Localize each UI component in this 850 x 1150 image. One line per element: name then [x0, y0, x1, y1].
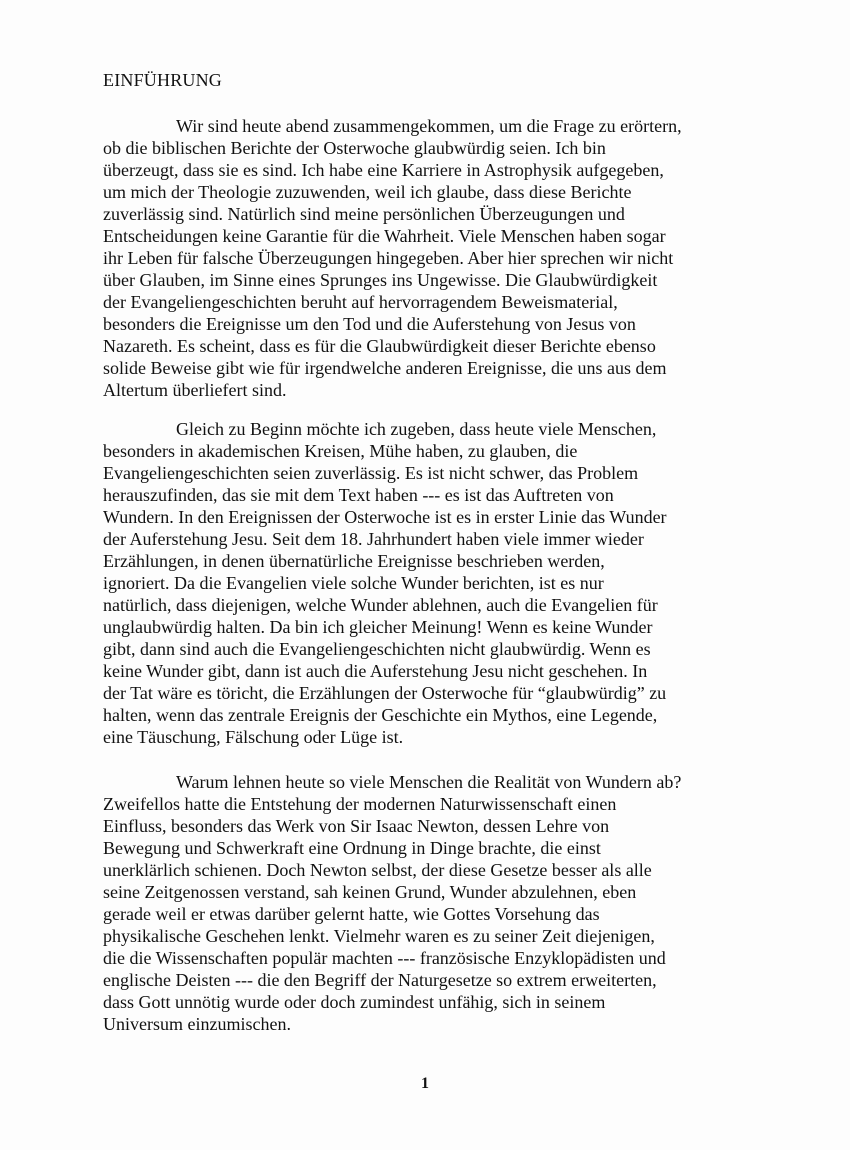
text-line: seine Zeitgenossen verstand, sah keinen Grund, Wunder abzulehnen, eben: [103, 882, 637, 902]
text-line: Erzählungen, in denen übernatürliche Ereignisse beschrieben werden,: [103, 551, 605, 571]
text-line: besonders in akademischen Kreisen, Mühe haben, zu glauben, die: [103, 441, 578, 461]
text-line: solide Beweise gibt wie für irgendwelche anderen Ereignisse, die uns aus dem: [103, 358, 667, 378]
text-line: physikalische Geschehen lenkt. Vielmehr waren es zu seiner Zeit diejenigen,: [103, 926, 655, 946]
text-line: englische Deisten --- die den Begriff der Naturgesetze so extrem erweiterten,: [103, 970, 657, 990]
text-line: ignoriert. Da die Evangelien viele solche Wunder berichten, ist es nur: [103, 573, 604, 593]
text-line: der Evangeliengeschichten beruht auf hervorragendem Beweismaterial,: [103, 292, 618, 312]
text-line: Zweifellos hatte die Entstehung der modernen Naturwissenschaft einen: [103, 794, 617, 814]
text-line: ob die biblischen Berichte der Osterwoche glaubwürdig seien. Ich bin: [103, 138, 606, 158]
text-line: Bewegung und Schwerkraft eine Ordnung in Dinge brachte, die einst: [103, 838, 601, 858]
text-line: Universum einzumischen.: [103, 1014, 291, 1034]
text-line: Nazareth. Es scheint, dass es für die Glaubwürdigkeit dieser Berichte ebenso: [103, 336, 656, 356]
text-line: keine Wunder gibt, dann ist auch die Auferstehung Jesu nicht geschehen. In: [103, 661, 648, 681]
paragraph-1: [103, 115, 743, 401]
text-line: eine Täuschung, Fälschung oder Lüge ist.: [103, 727, 404, 747]
text-line: besonders die Ereignisse um den Tod und die Auferstehung von Jesus von: [103, 314, 636, 334]
text-line: Warum lehnen heute so viele Menschen die Realität von Wundern ab?: [176, 772, 682, 792]
text-line: der Tat wäre es töricht, die Erzählungen der Osterwoche für “glaubwürdig” zu: [103, 683, 667, 703]
text-line: Wir sind heute abend zusammengekommen, um die Frage zu erörtern,: [176, 116, 682, 136]
text-line: gerade weil er etwas darüber gelernt hatte, wie Gottes Vorsehung das: [103, 904, 600, 924]
text-line: Altertum überliefert sind.: [103, 380, 287, 400]
text-line: ihr Leben für falsche Überzeugungen hingegeben. Aber hier sprechen wir nicht: [103, 248, 674, 268]
section-heading: EINFÜHRUNG: [103, 70, 222, 90]
paragraph-2: [103, 418, 743, 748]
text-line: halten, wenn das zentrale Ereignis der Geschichte ein Mythos, eine Legende,: [103, 705, 658, 725]
text-line: natürlich, dass diejenigen, welche Wunder ablehnen, auch die Evangelien für: [103, 595, 658, 615]
text-line: dass Gott unnötig wurde oder doch zumindest unfähig, sich in seinem: [103, 992, 606, 1012]
text-line: über Glauben, im Sinne eines Sprunges ins Ungewisse. Die Glaubwürdigkeit: [103, 270, 658, 290]
text-line: unglaubwürdig halten. Da bin ich gleicher Meinung! Wenn es keine Wunder: [103, 617, 653, 637]
text-line: unerklärlich schienen. Doch Newton selbst, der diese Gesetze besser als alle: [103, 860, 652, 880]
text-line: überzeugt, dass sie es sind. Ich habe eine Karriere in Astrophysik aufgegeben,: [103, 160, 664, 180]
text-line: Entscheidungen keine Garantie für die Wahrheit. Viele Menschen haben sogar: [103, 226, 666, 246]
text-line: Evangeliengeschichten seien zuverlässig. Es ist nicht schwer, das Problem: [103, 463, 639, 483]
text-line: zuverlässig sind. Natürlich sind meine persönlichen Überzeugungen und: [103, 204, 625, 224]
text-line: Gleich zu Beginn möchte ich zugeben, dass heute viele Menschen,: [176, 419, 657, 439]
text-line: Einfluss, besonders das Werk von Sir Isaac Newton, dessen Lehre von: [103, 816, 610, 836]
text-line: um mich der Theologie zuzuwenden, weil ich glaube, dass diese Berichte: [103, 182, 632, 202]
text-line: herauszufinden, das sie mit dem Text haben --- es ist das Auftreten von: [103, 485, 614, 505]
page-number: 1: [421, 1075, 429, 1092]
text-line: Wundern. In den Ereignissen der Osterwoche ist es in erster Linie das Wunder: [103, 507, 667, 527]
paragraph-3: [103, 771, 743, 1035]
text-line: der Auferstehung Jesu. Seit dem 18. Jahrhundert haben viele immer wieder: [103, 529, 644, 549]
text-line: gibt, dann sind auch die Evangeliengeschichten nicht glaubwürdig. Wenn es: [103, 639, 651, 659]
text-line: die die Wissenschaften populär machten --- französische Enzyklopädisten und: [103, 948, 666, 968]
